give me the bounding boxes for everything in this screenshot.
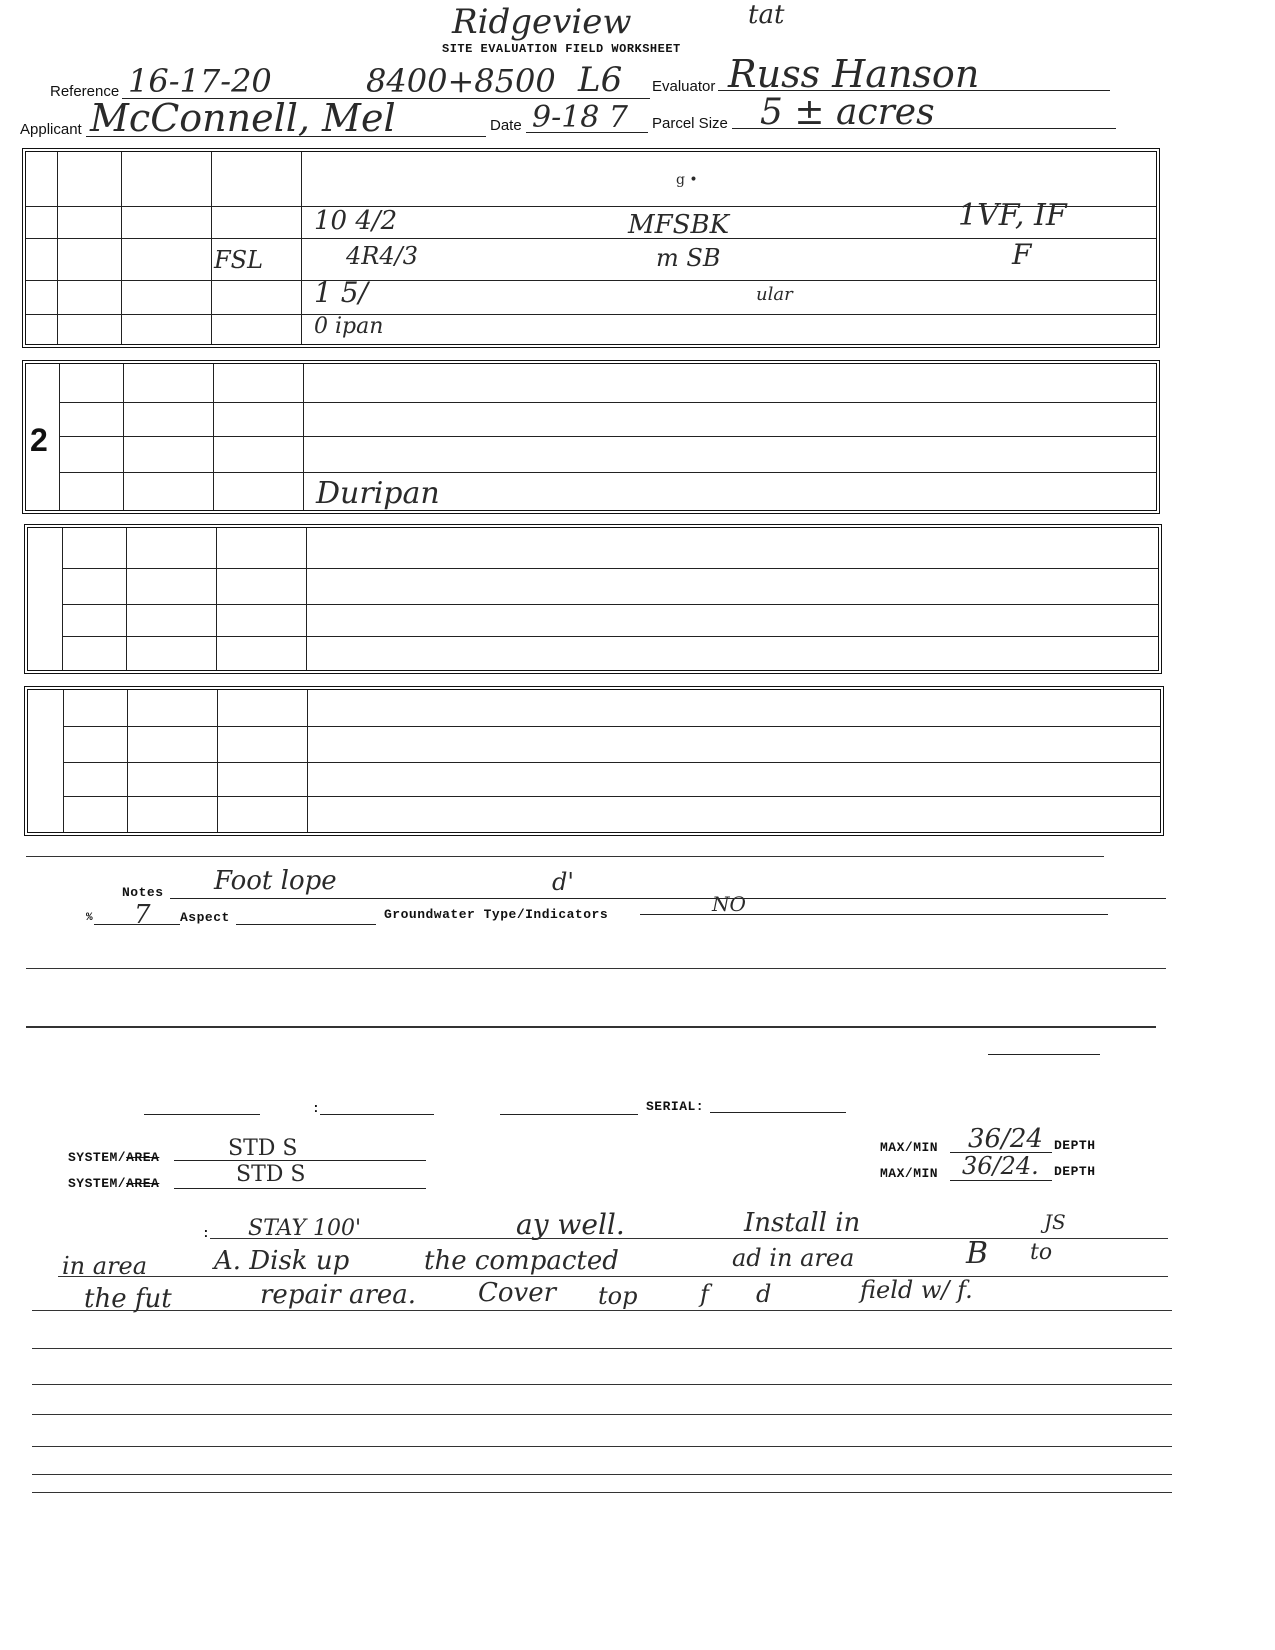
maxmin-2-value[interactable]: 36/24. [962, 1152, 1039, 1180]
notes-label: Notes [122, 885, 164, 900]
serial-underline [710, 1112, 846, 1113]
notes-extra[interactable]: d' [552, 868, 574, 896]
soil-pit-table-3 [24, 524, 1162, 674]
maxmin-2-label: MAX/MIN [880, 1166, 939, 1181]
field-c-underline [500, 1114, 638, 1115]
comments-line-8 [32, 1474, 1172, 1475]
comments-line3-g[interactable]: field w/ f. [860, 1276, 973, 1304]
depth-2-label: DEPTH [1054, 1164, 1096, 1179]
field-b-colon: : [312, 1101, 321, 1116]
pit1-row3-col4[interactable]: m SB [656, 244, 721, 272]
pit1-row4-col3[interactable]: 1 5/ [314, 276, 368, 309]
pit1-row5-col3[interactable]: 0 ipan [314, 314, 384, 339]
comments-line2-c[interactable]: the compacted [424, 1246, 619, 1276]
comments-line3-f[interactable]: d [756, 1280, 772, 1308]
comments-line1-d[interactable]: JS [1044, 1210, 1066, 1234]
groundwater-value[interactable]: NO [712, 892, 746, 916]
notes-value[interactable]: Foot lope [214, 866, 337, 896]
pit1-row3-col2[interactable]: FSL [214, 246, 264, 274]
date-label: Date [490, 117, 522, 134]
comments-line-2 [58, 1276, 1168, 1277]
comments-colon: : [202, 1226, 211, 1241]
comments-line-3 [32, 1310, 1172, 1311]
divider-line [26, 856, 1104, 857]
slope-value[interactable]: 7 [134, 900, 151, 930]
comments-line3-d[interactable]: top [598, 1282, 638, 1310]
maxmin-2-underline [950, 1180, 1052, 1181]
notes-underline [170, 898, 1166, 899]
reference-extra2[interactable]: L6 [578, 60, 623, 100]
serial-label: SERIAL: [646, 1099, 705, 1114]
pit1-row3-col5[interactable]: F [1012, 238, 1032, 271]
evaluator-label: Evaluator [652, 78, 716, 95]
comments-line-6 [32, 1414, 1172, 1415]
blank-line-1 [26, 968, 1166, 969]
title-handwritten-right: tat [748, 0, 785, 30]
comments-line3-b[interactable]: repair area. [260, 1280, 417, 1310]
comments-line2-d[interactable]: ad in area [732, 1244, 855, 1272]
reference-extra[interactable]: 8400+8500 [366, 62, 556, 100]
pit1-row2-col4[interactable]: MFSBK [628, 210, 730, 240]
field-a-underline [144, 1114, 260, 1115]
pit1-row2-col3[interactable]: 10 4/2 [314, 206, 398, 236]
soil-pit-table-4 [24, 686, 1164, 836]
system-2-label [68, 1176, 159, 1191]
system-2-struck-text: AREA [126, 1176, 160, 1191]
pit1-row4-col4[interactable]: ular [756, 284, 793, 305]
comments-line1-c[interactable]: Install in [744, 1208, 861, 1238]
system-1-label [68, 1150, 159, 1165]
pit1-row2-col5[interactable]: 1VF, IF [958, 198, 1067, 233]
comments-line2-e[interactable]: B [966, 1236, 989, 1271]
pit2-row4-col3[interactable]: Duripan [316, 476, 440, 511]
parcel-size-value[interactable]: 5 ± acres [760, 92, 935, 133]
comments-line3-a[interactable]: the fut [84, 1284, 172, 1314]
comments-line2-f[interactable]: to [1030, 1240, 1053, 1265]
parcel-size-label: Parcel Size [652, 115, 728, 132]
evaluator-value[interactable]: Russ Hanson [728, 52, 980, 96]
blank-line-2 [26, 1026, 1156, 1028]
system-1-struck-text: AREA [126, 1150, 160, 1165]
comments-line2-a[interactable]: in area [62, 1252, 148, 1280]
form-title: SITE EVALUATION FIELD WORKSHEET [442, 42, 681, 56]
system-2-value[interactable]: STD S [236, 1162, 306, 1187]
depth-1-label: DEPTH [1054, 1138, 1096, 1153]
comments-line3-c[interactable]: Cover [478, 1278, 557, 1308]
soil-pit-table-2 [22, 360, 1160, 514]
applicant-value[interactable]: McConnell, Mel [90, 96, 396, 140]
field-b-underline [320, 1114, 434, 1115]
system-1-value[interactable]: STD S [228, 1136, 298, 1161]
comments-line-5 [32, 1384, 1172, 1385]
pit-number-2: 2 [30, 422, 48, 458]
maxmin-1-value[interactable]: 36/24 [968, 1124, 1043, 1154]
comments-line2-b[interactable]: A. Disk up [214, 1246, 350, 1276]
aspect-label: Aspect [180, 910, 230, 925]
system-2-underline [174, 1188, 426, 1189]
groundwater-underline [640, 914, 1108, 915]
title-handwritten: Ridgeview [452, 2, 632, 42]
slope-label: % [86, 912, 94, 924]
pit1-row3-col3[interactable]: 4R4/3 [346, 242, 418, 270]
system-2-label-text: SYSTEM/ [68, 1176, 127, 1191]
comments-line-7 [32, 1446, 1172, 1447]
system-1-label-text: SYSTEM/ [68, 1150, 127, 1165]
reference-label: Reference [50, 83, 120, 100]
comments-line-4 [32, 1348, 1172, 1349]
comments-line1-a[interactable]: STAY 100' [248, 1216, 362, 1241]
short-line [988, 1054, 1100, 1055]
system-1-underline [174, 1160, 426, 1161]
pit1-row1-col4[interactable]: g • [676, 172, 698, 188]
comments-line3-e[interactable]: f [700, 1280, 709, 1308]
comments-line1-b[interactable]: ay well. [516, 1208, 625, 1241]
soil-pit-table-1 [22, 148, 1160, 348]
aspect-underline [236, 924, 376, 925]
groundwater-label: Groundwater Type/Indicators [384, 907, 609, 922]
date-value[interactable]: 9-18 7 [532, 100, 629, 135]
reference-value[interactable]: 16-17-20 [128, 62, 272, 100]
comments-line-9 [32, 1492, 1172, 1493]
maxmin-1-label: MAX/MIN [880, 1140, 939, 1155]
applicant-label: Applicant [20, 121, 82, 138]
